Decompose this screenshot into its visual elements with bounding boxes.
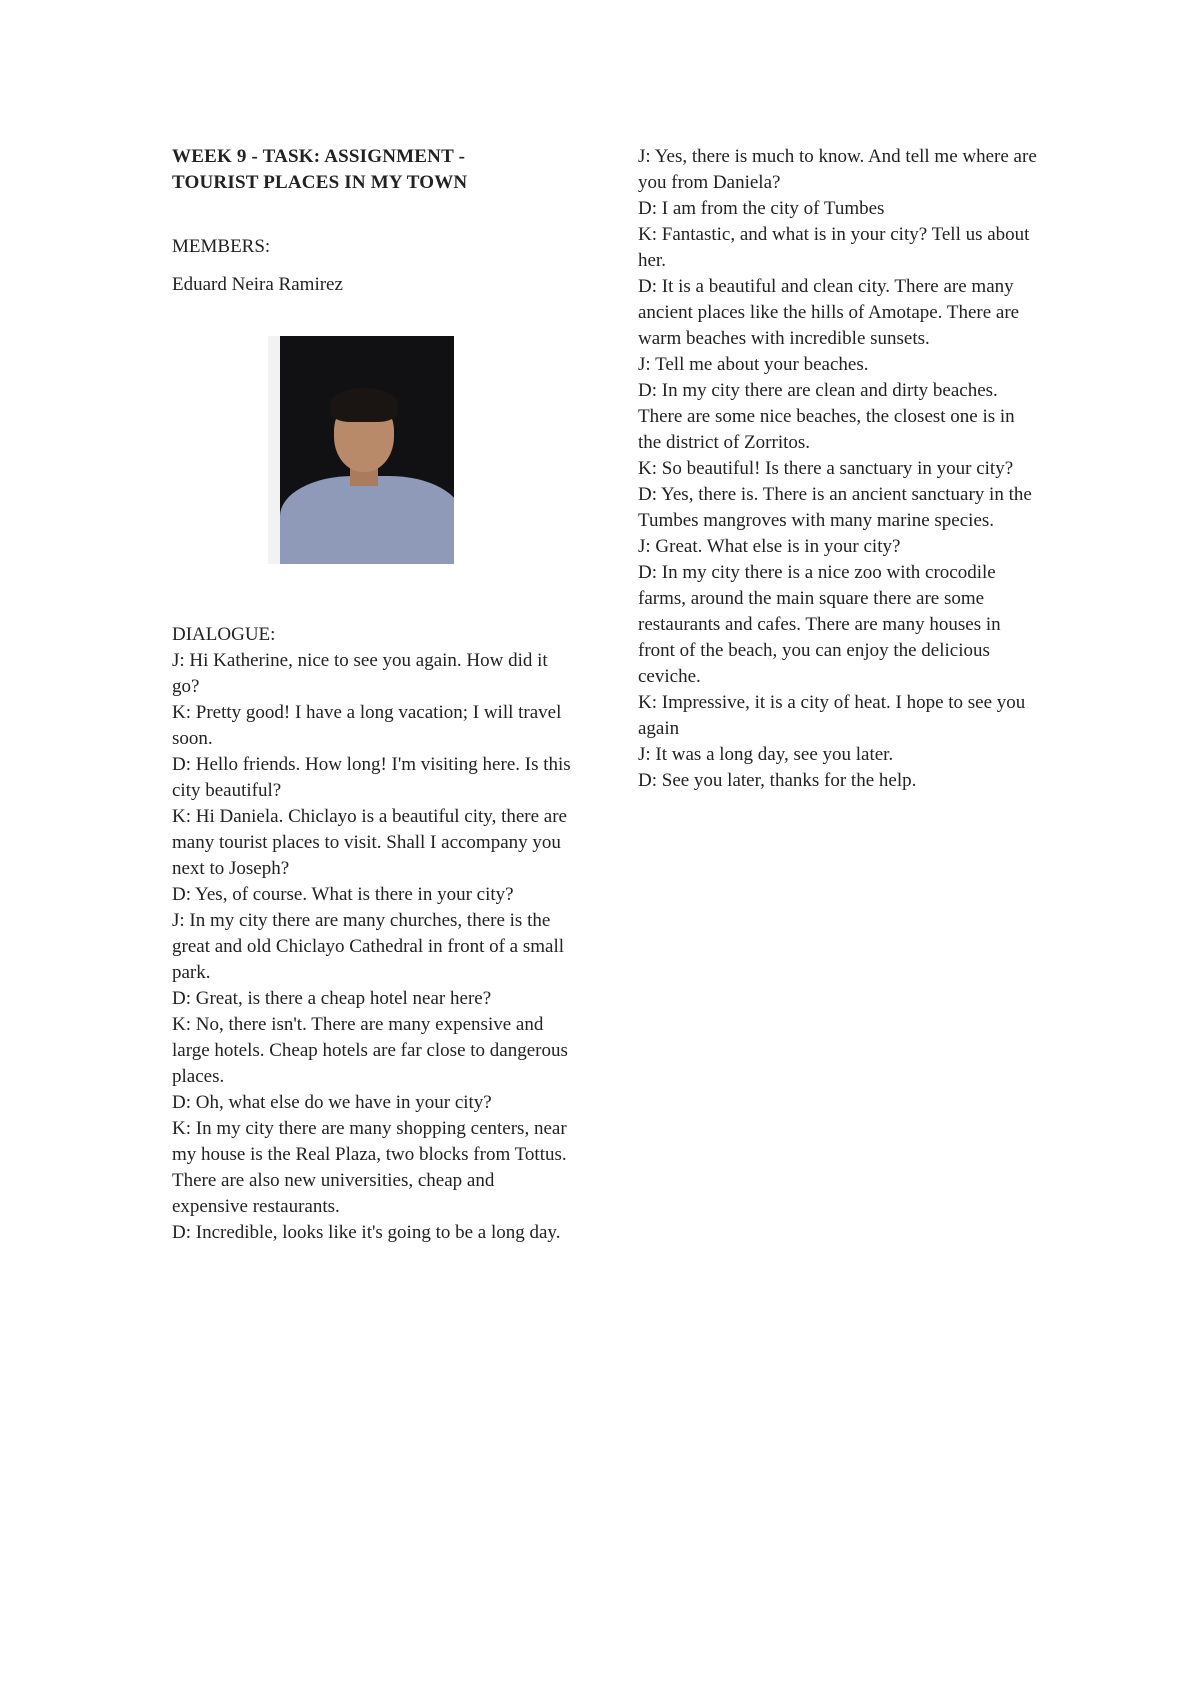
dialogue-line: K: In my city there are many shopping centers, near my house is the Real Plaza, two blocks from Tottus. There are also new universities, cheap and expensive restaurants.	[172, 1118, 567, 1217]
dialogue-line: J: Great. What else is in your city?	[638, 536, 901, 557]
title-line-1: WEEK 9 - TASK: ASSIGNMENT -	[172, 146, 466, 167]
dialogue-line: K: Pretty good! I have a long vacation; I will travel soon.	[172, 702, 562, 749]
dialogue-line: J: Yes, there is much to know. And tell me where are you from Daniela?	[638, 146, 1037, 193]
dialogue-line: K: Impressive, it is a city of heat. I hope to see you again	[638, 692, 1026, 739]
dialogue-line: K: So beautiful! Is there a sanctuary in your city?	[638, 458, 1014, 479]
dialogue-line: D: Great, is there a cheap hotel near here?	[172, 988, 492, 1009]
member-photo	[268, 336, 454, 564]
dialogue-line: D: Yes, there is. There is an ancient sanctuary in the Tumbes mangroves with many marine species.	[638, 484, 1032, 531]
dialogue-line: D: I am from the city of Tumbes	[638, 198, 885, 219]
dialogue-line: D: Oh, what else do we have in your city?	[172, 1092, 492, 1113]
member-name: Eduard Neira Ramirez	[172, 274, 343, 295]
dialogue-label: DIALOGUE:	[172, 624, 276, 645]
dialogue-line: K: Fantastic, and what is in your city? Tell us about her.	[638, 224, 1030, 271]
right-column	[638, 144, 1038, 794]
dialogue-line: K: Hi Daniela. Chiclayo is a beautiful city, there are many tourist places to visit. Shall I accompany you next to Joseph?	[172, 806, 567, 879]
dialogue-line: D: In my city there is a nice zoo with crocodile farms, around the main square there are some restaurants and cafes. There are many houses in front of the beach, you can enjoy the delicious ceviche.	[638, 562, 1001, 687]
dialogue-line: J: In my city there are many churches, there is the great and old Chiclayo Cathedral in front of a small park.	[172, 910, 565, 983]
title-line-2: TOURIST PLACES IN MY TOWN	[172, 172, 468, 193]
dialogue-line: J: It was a long day, see you later.	[638, 744, 894, 765]
dialogue-line: D: It is a beautiful and clean city. There are many ancient places like the hills of Amotape. There are warm beaches with incredible sunsets.	[638, 276, 1020, 349]
dialogue-line: D: Incredible, looks like it's going to be a long day.	[172, 1222, 561, 1243]
dialogue-line: D: Yes, of course. What is there in your city?	[172, 884, 514, 905]
dialogue-line: D: In my city there are clean and dirty beaches. There are some nice beaches, the closest one is in the district of Zorritos.	[638, 380, 1015, 453]
dialogue-line: J: Hi Katherine, nice to see you again. How did it go?	[172, 650, 548, 697]
document-title	[172, 144, 572, 196]
dialogue-line: K: No, there isn't. There are many expensive and large hotels. Cheap hotels are far close to dangerous places.	[172, 1014, 568, 1087]
dialogue-line: J: Tell me about your beaches.	[638, 354, 869, 375]
dialogue-line: D: See you later, thanks for the help.	[638, 770, 917, 791]
dialogue-line: D: Hello friends. How long! I'm visiting here. Is this city beautiful?	[172, 754, 571, 801]
left-column	[172, 144, 572, 1246]
members-label: MEMBERS:	[172, 236, 271, 257]
